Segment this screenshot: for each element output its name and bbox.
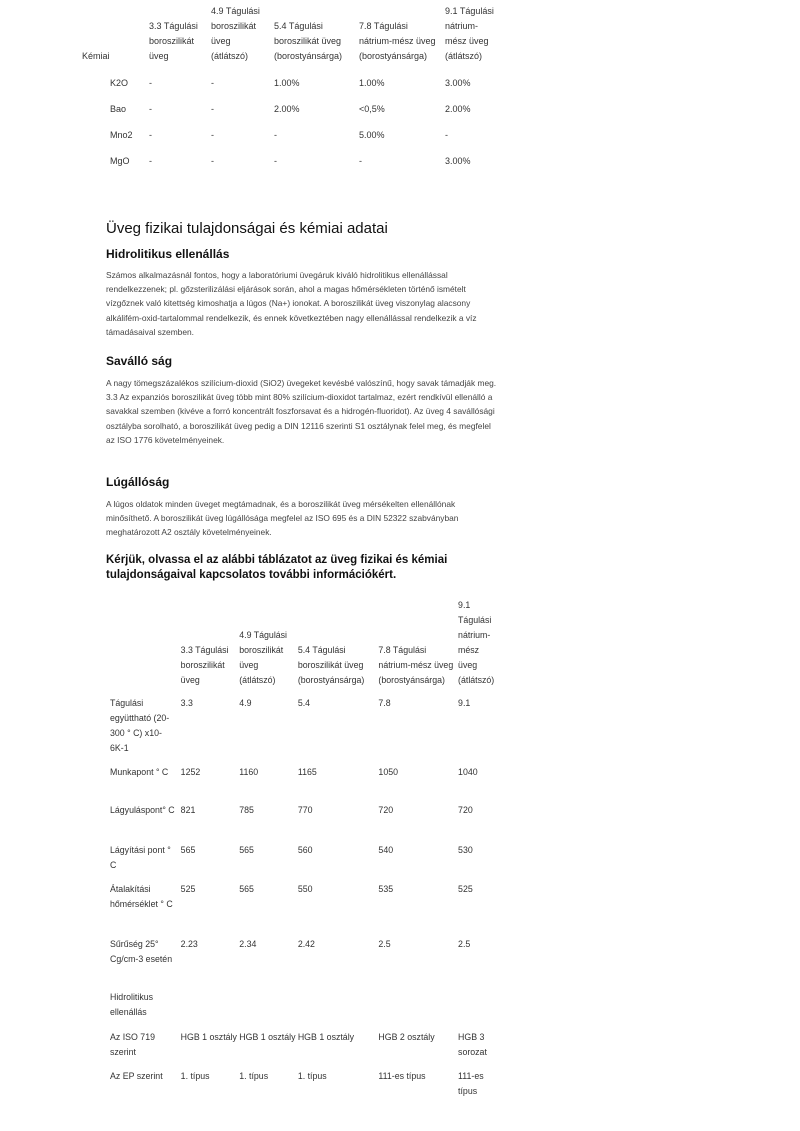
table-cell: Sűrűség 25° Cg/cm-3 esetén: [110, 939, 173, 964]
table-cell: -: [149, 103, 152, 114]
table-cell: [239, 990, 298, 1030]
table-cell: 5.00%: [359, 129, 385, 140]
table-cell: 565: [239, 884, 254, 894]
table-cell: 1050: [378, 767, 398, 777]
table-cell: HGB 1 osztály: [239, 1032, 296, 1042]
acid-resistance-paragraph: A nagy tömegszázalékos szilícium-dioxid (SiO2) üvegeket kevésbé valószínű, hogy savak támadják meg. 3.3 Az expanziós boroszilikát üveg több mint 80% szilícium-dioxidot tartalmaz, ezért rendkívül ellenálló a savakkal szemben (kivéve a forró koncentrált foszforsavat és a hidrogén-fluoridot). Az üveg 4 savállósági osztályba sorolható, a boroszilikát üveg pedig a DIN 12116 szerinti S1 osztálynak felel meg, és megfelel az ISO 1776 követelményeinek.: [106, 378, 496, 445]
header-cell: 9.1 Tágulási nátrium-mész üveg (átlátszó): [445, 6, 494, 61]
table-cell: 565: [239, 845, 254, 855]
table-cell: 7.8: [378, 698, 391, 708]
table-cell: Tágulási együttható (20-300 ° C) x10-6K-1: [110, 698, 170, 753]
table-cell: 2.5: [378, 939, 391, 949]
table-cell: [378, 990, 458, 1030]
table-cell: -: [359, 155, 362, 166]
table-cell: 1. típus: [180, 1071, 210, 1081]
header-cell: 7.8 Tágulási nátrium-mész üveg (borostyánsárga): [359, 21, 436, 61]
table-cell: 565: [180, 845, 196, 855]
table-cell: 2.5: [458, 939, 471, 949]
table-cell: 111-es típus: [458, 1071, 484, 1096]
table-cell: HGB 1 osztály: [297, 1032, 355, 1042]
hydrolytic-heading: Hidrolitikus ellenállás: [106, 247, 230, 261]
table-cell: 525: [180, 884, 196, 894]
table-cell: 535: [378, 884, 394, 894]
table-cell: Átalakítási hőmérséklet ° C: [110, 884, 173, 909]
section-title: Üveg fizikai tulajdonságai és kémiai adatai: [106, 220, 388, 237]
table-header-row: [110, 598, 496, 696]
hydrolytic-paragraph: Számos alkalmazásnál fontos, hogy a laboratóriumi üvegáruk kiváló hidrolitikus ellenállással rendelkezzenek; pl. gőzsterilizálási eljárások során, ahol a magas hőmérsékleten történő ismételt vízgőznek való kitettség kimoshatja a lúgos (Na+) ionokat. A boroszilikát üveg viszonylag alacsony alkálifém-oxid-tartalommal rendelkezik, és ennek következtében nagy ellenállással rendelkezik a víz támadásaival szemben.: [106, 270, 477, 337]
table-cell: HGB 3 sorozat: [458, 1032, 487, 1057]
table-row: [110, 843, 496, 882]
table-cell: 1. típus: [239, 1071, 269, 1081]
table-cell: [298, 990, 379, 1030]
table-cell: -: [445, 129, 448, 140]
header-cell: 9.1 Tágulási nátrium-mész üveg (átlátszó): [458, 600, 495, 685]
table-row: [110, 990, 496, 1030]
table-cell: 550: [297, 884, 313, 894]
table-cell: 1.00%: [274, 77, 300, 88]
table-cell: Mno2: [110, 129, 133, 140]
table-row: [82, 148, 495, 174]
table-cell: <0,5%: [359, 103, 385, 114]
table-cell: 1040: [458, 767, 478, 777]
table-cell: 3.00%: [445, 155, 471, 166]
header-cell: 5.4 Tágulási boroszilikát üveg (borostyánsárga): [297, 645, 365, 685]
table-row: [82, 70, 495, 96]
table-cell: 770: [297, 805, 313, 815]
header-cell: 4.9 Tágulási boroszilikát üveg (átlátszó): [211, 6, 260, 61]
alkali-resistance-heading: Lúgállóság: [106, 475, 170, 489]
chemical-composition-table: [82, 4, 495, 174]
table-cell: 3.3: [180, 698, 193, 708]
header-cell: 5.4 Tágulási boroszilikát üveg (borostyánsárga): [274, 21, 343, 61]
table-cell: Lágyuláspont° C: [110, 805, 175, 815]
table-cell: 2.00%: [445, 103, 471, 114]
table-cell: 4.9: [239, 698, 252, 708]
table-cell: HGB 2 osztály: [378, 1032, 435, 1042]
table-cell: Az ISO 719 szerint: [110, 1032, 155, 1057]
table-cell: Hidrolitikus ellenállás: [110, 992, 154, 1017]
table-row: [110, 765, 496, 803]
table-cell: 720: [378, 805, 394, 815]
table-intro-heading: Kérjük, olvassa el az alábbi táblázatot az üveg fizikai és kémiai tulajdonságaival kapcsolatos további információkért.: [106, 554, 448, 581]
table-cell: 540: [378, 845, 394, 855]
table-row: [110, 803, 496, 843]
table-cell: HGB 1 osztály: [180, 1032, 237, 1042]
header-cell: 3.3 Tágulási boroszilikát üveg: [180, 645, 229, 685]
table-cell: 1160: [239, 767, 259, 777]
table-cell: 821: [180, 805, 196, 815]
header-cell: 4.9 Tágulási boroszilikát üveg (átlátszó): [239, 630, 288, 685]
table-cell: -: [211, 129, 214, 140]
table-cell: -: [211, 77, 214, 88]
table-cell: 2.34: [239, 939, 257, 949]
table-cell: 2.23: [180, 939, 198, 949]
table-cell: 2.00%: [274, 103, 300, 114]
table-header-row: [82, 4, 495, 70]
header-cell: [110, 598, 181, 696]
table-cell: 1252: [180, 767, 201, 777]
physical-properties-table: [110, 598, 496, 1105]
table-cell: Munkapont ° C: [110, 767, 169, 777]
table-cell: 1.00%: [359, 77, 385, 88]
header-cell: Kémiai: [82, 51, 110, 61]
table-row: [110, 1069, 496, 1105]
table-row: [82, 96, 495, 122]
table-cell: 9.1: [458, 698, 471, 708]
table-cell: -: [149, 129, 152, 140]
table-cell: 785: [239, 805, 254, 815]
table-row: [110, 882, 496, 937]
table-cell: 560: [297, 845, 313, 855]
table-row: [82, 122, 495, 148]
table-row: [110, 937, 496, 990]
table-cell: [181, 990, 240, 1030]
header-cell: 7.8 Tágulási nátrium-mész üveg (borostyánsárga): [378, 645, 454, 685]
table-cell: -: [211, 155, 214, 166]
header-cell: 3.3 Tágulási boroszilikát üveg: [149, 21, 198, 61]
table-cell: 111-es típus: [378, 1071, 426, 1081]
alkali-resistance-paragraph: A lúgos oldatok minden üveget megtámadnak, és a boroszilikát üveg mérsékelten ellenállónak minősíthető. A boroszilikát üveg lúgállósága megfelel az ISO 695 és a DIN 52322 szabványban meghatározott A2 osztály követelményeinek.: [106, 499, 459, 538]
table-cell: 525: [458, 884, 473, 894]
table-cell: Az EP szerint: [110, 1071, 163, 1081]
table-cell: -: [274, 129, 277, 140]
table-row: [110, 1030, 496, 1069]
table-cell: Lágyítási pont ° C: [110, 845, 171, 870]
table-cell: 3.00%: [445, 77, 471, 88]
table-cell: MgO: [110, 155, 130, 166]
table-cell: 5.4: [297, 698, 311, 708]
table-row: [110, 696, 496, 765]
table-cell: 720: [458, 805, 473, 815]
table-cell: Bao: [110, 103, 127, 114]
table-cell: -: [274, 155, 277, 166]
acid-resistance-heading: Saválló ság: [106, 354, 173, 368]
table-cell: -: [211, 103, 214, 114]
table-cell: [458, 990, 496, 1030]
table-cell: 530: [458, 845, 473, 855]
table-cell: -: [149, 77, 152, 88]
table-cell: 2.42: [297, 939, 315, 949]
table-cell: 1165: [297, 767, 317, 777]
table-cell: K2O: [110, 77, 129, 88]
table-cell: -: [149, 155, 152, 166]
table-cell: 1. típus: [297, 1071, 327, 1081]
